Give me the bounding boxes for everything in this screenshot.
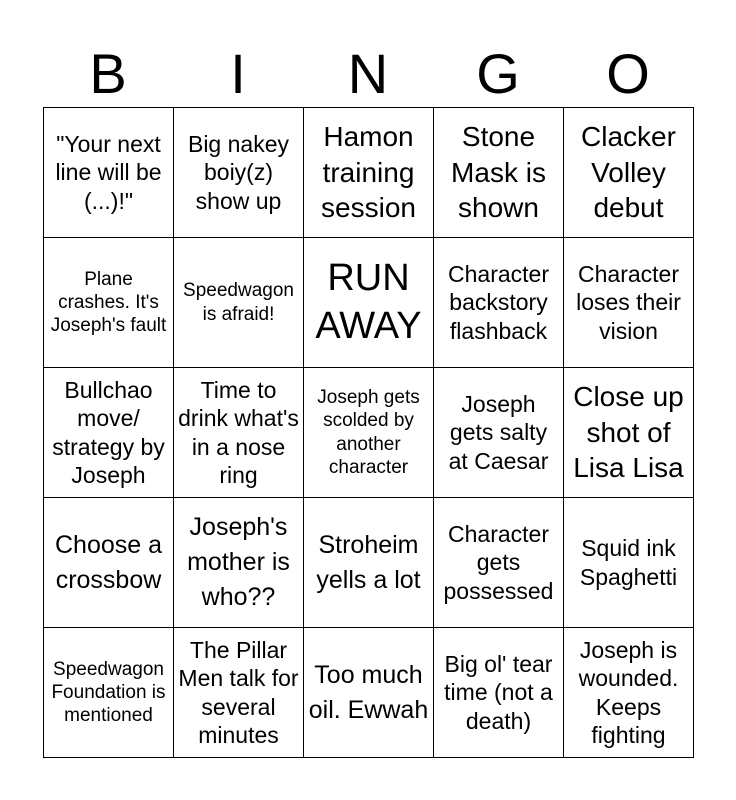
board-row bbox=[44, 238, 694, 368]
header-letter-g: G bbox=[476, 42, 520, 105]
bingo-cell[interactable]: Stroheim yells a lot bbox=[304, 498, 434, 628]
bingo-cell[interactable]: Squid ink Spaghetti bbox=[564, 498, 694, 628]
bingo-cell[interactable]: RUN AWAY bbox=[304, 238, 434, 368]
bingo-cell[interactable]: Speedwagon Foundation is mentioned bbox=[44, 628, 174, 758]
header-letter-n: N bbox=[347, 42, 389, 105]
bingo-board bbox=[43, 107, 694, 758]
bingo-cell[interactable]: Speedwagon is afraid! bbox=[174, 238, 304, 368]
bingo-cell[interactable]: Time to drink what's in a nose ring bbox=[174, 368, 304, 498]
bingo-cell[interactable]: Character gets possessed bbox=[434, 498, 564, 628]
bingo-cell[interactable]: Joseph gets scolded by another character bbox=[304, 368, 434, 498]
bingo-cell[interactable]: Joseph is wounded. Keeps fighting bbox=[564, 628, 694, 758]
bingo-cell[interactable]: The Pillar Men talk for several minutes bbox=[174, 628, 304, 758]
bingo-header bbox=[43, 40, 693, 108]
bingo-cell[interactable]: Clacker Volley debut bbox=[564, 108, 694, 238]
header-letter-b: B bbox=[89, 42, 127, 105]
bingo-cell[interactable]: Big ol' tear time (not a death) bbox=[434, 628, 564, 758]
bingo-cell[interactable]: "Your next line will be (...)!" bbox=[44, 108, 174, 238]
header-letter-i: I bbox=[230, 42, 246, 105]
bingo-cell[interactable]: Bullchao move/ strategy by Joseph bbox=[44, 368, 174, 498]
bingo-cell[interactable]: Big nakey boiy(z) show up bbox=[174, 108, 304, 238]
bingo-cell[interactable]: Stone Mask is shown bbox=[434, 108, 564, 238]
bingo-cell[interactable]: Choose a crossbow bbox=[44, 498, 174, 628]
bingo-cell[interactable]: Close up shot of Lisa Lisa bbox=[564, 368, 694, 498]
bingo-cell[interactable]: Joseph gets salty at Caesar bbox=[434, 368, 564, 498]
bingo-cell[interactable]: Plane crashes. It's Joseph's fault bbox=[44, 238, 174, 368]
board-row bbox=[44, 368, 694, 498]
bingo-cell[interactable]: Character loses their vision bbox=[564, 238, 694, 368]
bingo-cell[interactable]: Character backstory flashback bbox=[434, 238, 564, 368]
board-row bbox=[44, 628, 694, 758]
board-row bbox=[44, 108, 694, 238]
board-row bbox=[44, 498, 694, 628]
bingo-cell[interactable]: Hamon training session bbox=[304, 108, 434, 238]
bingo-cell[interactable]: Too much oil. Ewwah bbox=[304, 628, 434, 758]
header-letter-o: O bbox=[606, 42, 650, 105]
bingo-cell[interactable]: Joseph's mother is who?? bbox=[174, 498, 304, 628]
